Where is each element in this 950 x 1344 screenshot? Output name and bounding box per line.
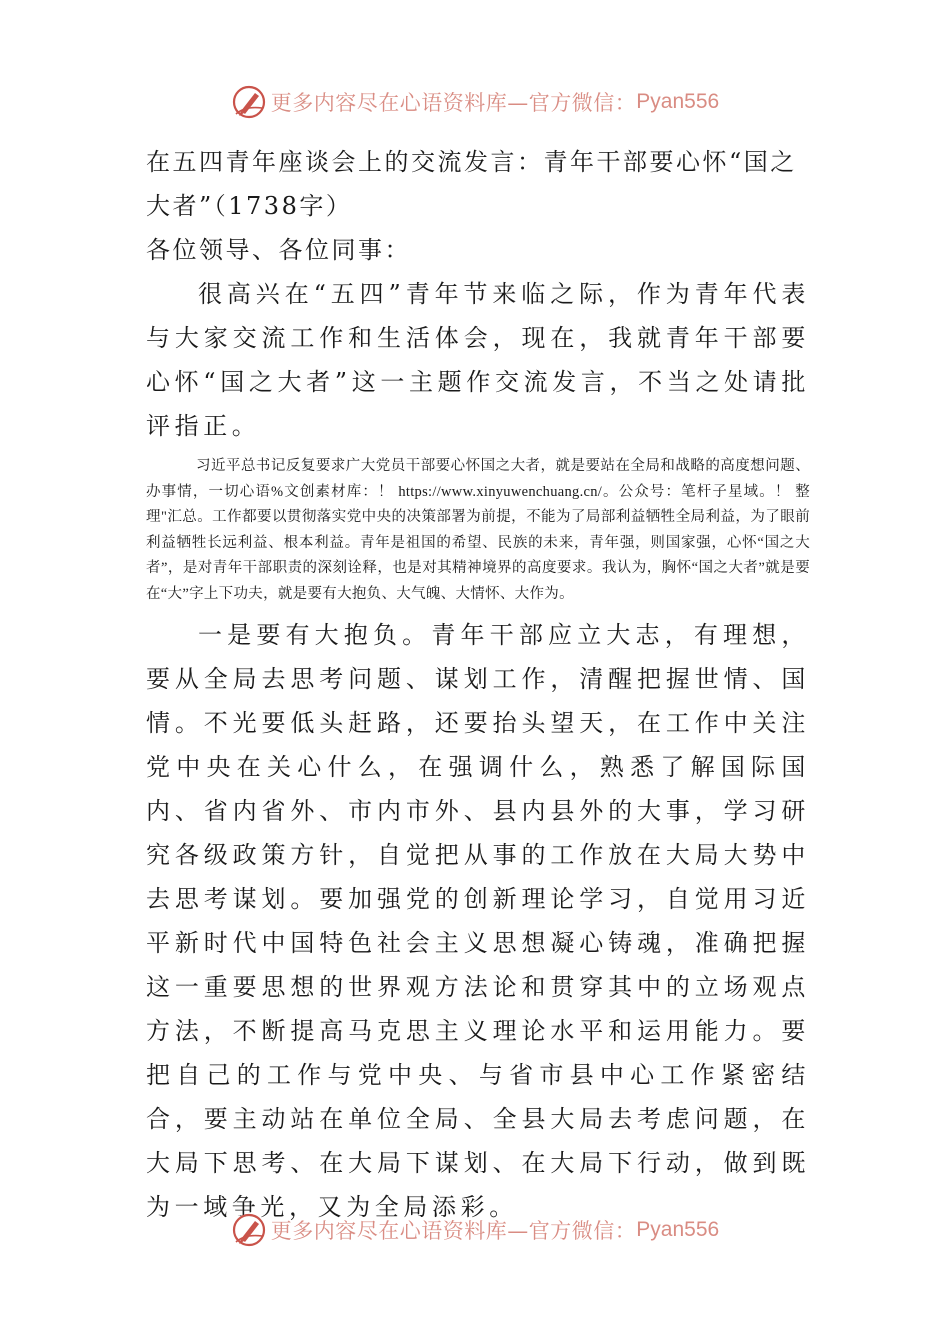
watermark-wechat-id: Pyan556	[636, 90, 720, 113]
watermark-banner-bottom	[0, 1208, 950, 1252]
watermark-text: 更多内容尽在心语资料库—官方微信：	[270, 1219, 637, 1243]
greeting: 各位领导、各位同事：	[146, 236, 411, 264]
document-title: 在五四青年座谈会上的交流发言：青年干部要心怀“国之大者”（1738字）	[146, 148, 797, 220]
watermark-wechat-id: Pyan556	[636, 1218, 720, 1241]
small-paragraph: 习近平总书记反复要求广大党员干部要心怀国之大者，就是要站在全局和战略的高度想问题、办事情，一切心语%文创素材库：！ https://www.xinyuwenchuang.cn/。公众号：笔杆子星域。！ 整理"汇总。工作都要以贯彻落实党中央的决策部署为前提，不能为了局部利益牺牲全局利益，为了眼前利益牺牲长远利益、根本利益。青年是祖国的希望、民族的未来，青年强，则国家强，心怀“国之大者”，是对青年干部职责的深刻诠释，也是对其精神境界的高度要求。我认为，胸怀“国之大者”就是要在“大”字上下功夫，就是要有大抱负、大气魄、大情怀、大作为。	[146, 458, 810, 602]
watermark-banner-top	[0, 80, 950, 124]
document-body	[146, 140, 810, 1229]
point-one-paragraph: 一是要有大抱负。青年干部应立大志，有理想，要从全局去思考问题、谋划工作，清醒把握世情、国情。不光要低头赶路，还要抬头望天，在工作中关注党中央在关心什么，在强调什么，熟悉了解国际国内、省内省外、市内市外、县内县外的大事，学习研究各级政策方针，自觉把从事的工作放在大局大势中去思考谋划。要加强党的创新理论学习，自觉用习近平新时代中国特色社会主义思想凝心铸魂，准确把握这一重要思想的世界观方法论和贯穿其中的立场观点方法，不断提高马克思主义理论水平和运用能力。要把自己的工作与党中央、与省市县中心工作紧密结合，要主动站在单位全局、全县大局去考虑问题，在大局下思考、在大局下谋划、在大局下行动，做到既为一域争光，又为全局添彩。	[146, 621, 810, 1221]
watermark-text: 更多内容尽在心语资料库—官方微信：	[270, 91, 637, 115]
pen-logo-icon	[231, 84, 267, 120]
intro-paragraph: 很高兴在“五四”青年节来临之际，作为青年代表与大家交流工作和生活体会，现在，我就青年干部要心怀“国之大者”这一主题作交流发言，不当之处请批评指正。	[146, 280, 810, 440]
pen-logo-icon	[231, 1212, 267, 1248]
